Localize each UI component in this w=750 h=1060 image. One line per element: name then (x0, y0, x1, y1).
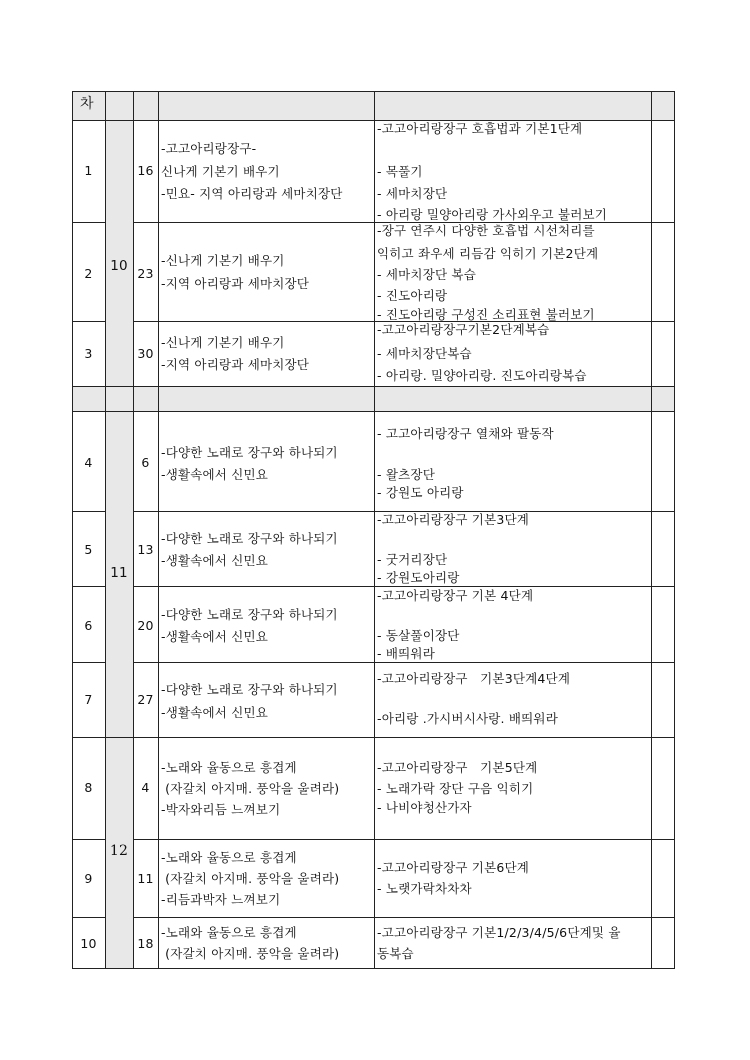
row-content-line: - 진도아리랑 (377, 288, 448, 303)
row-content-line: - 굿거리장단 (377, 552, 448, 567)
row-content-line: -고고아리랑장구 기본3단계4단계 (377, 671, 571, 686)
row-content-line: 익히고 좌우세 리듬감 익히기 기본2단계 (377, 246, 599, 261)
row-number: 3 (84, 346, 93, 361)
grid-line (72, 321, 105, 322)
row-number: 5 (84, 542, 93, 557)
row-content-line: -고고아리랑장구 기본1/2/3/4/5/6단계및 율 (377, 925, 621, 940)
row-content-line: - 왈츠장단 (377, 467, 435, 482)
row-number: 1 (84, 163, 93, 178)
row-content-line: - 나비야청산가자 (377, 800, 472, 815)
row-number: 2 (84, 266, 93, 281)
grid-line (158, 91, 159, 969)
row-day: 30 (137, 346, 154, 361)
row-topic-line: -지역 아리랑과 세마치장단 (161, 276, 310, 291)
row-content-line: -아리랑 .가시버시사랑. 배띄워라 (377, 711, 558, 726)
row-content-line: - 동살풀이장단 (377, 628, 460, 643)
row-day: 27 (137, 692, 154, 707)
row-topic-line: -생활속에서 신민요 (161, 467, 269, 482)
row-topic-line: (자갈치 아지매. 풍악을 울려라) (161, 946, 340, 961)
grid-line (72, 511, 105, 512)
row-topic-line: (자갈치 아지매. 풍악을 울려라) (161, 871, 340, 886)
row-topic-line: (자갈치 아지매. 풍악을 울려라) (161, 781, 340, 796)
row-topic-line: -지역 아리랑과 세마치장단 (161, 357, 310, 372)
grid-line (133, 917, 675, 918)
row-content-line: - 세마치장단복습 (377, 346, 472, 361)
row-topic-line: -리듬과박자 느껴보기 (161, 892, 281, 907)
grid-line (105, 91, 106, 969)
row-topic-line: -다양한 노래로 장구와 하나되기 (161, 531, 338, 546)
row-content-line: - 아리랑. 밀양아리랑. 진도아리랑복습 (377, 368, 587, 383)
row-topic-line: -다양한 노래로 장구와 하나되기 (161, 682, 338, 697)
row-content-line: - 아리랑 밀양아리랑 가사외우고 불러보기 (377, 207, 608, 222)
grid-line (72, 662, 105, 663)
row-number: 4 (84, 455, 93, 470)
row-content-line: - 강원도 아리랑 (377, 485, 464, 500)
row-number: 7 (84, 692, 93, 707)
row-topic-line: -노래와 율동으로 흥겹게 (161, 760, 297, 775)
row-topic-line: -박자와리듬 느껴보기 (161, 802, 281, 817)
curriculum-table (72, 91, 675, 969)
row-topic-line: -생활속에서 신민요 (161, 553, 269, 568)
row-content-line: - 노랫가락차차차 (377, 881, 472, 896)
row-number: 10 (80, 936, 97, 951)
row-topic-line: 신나게 기본기 배우기 (161, 164, 280, 179)
row-topic-line: -고고아리랑장구- (161, 141, 257, 156)
row-content-line: -고고아리랑장구 기본3단계 (377, 512, 530, 527)
row-topic-line: -민요- 지역 아리랑과 세마치장단 (161, 186, 343, 201)
row-topic-line: -다양한 노래로 장구와 하나되기 (161, 445, 338, 460)
row-content-line: - 진도아리랑 구성진 소리표현 불러보기 (377, 307, 595, 322)
row-day: 11 (137, 871, 154, 886)
row-content-line: -고고아리랑장구 기본5단계 (377, 760, 538, 775)
row-content-line: -고고아리랑장구 기본 4단계 (377, 588, 534, 603)
month-cell: 11 (110, 565, 128, 581)
row-content-line: -고고아리랑장구 호흡법과 기본1단계 (377, 121, 583, 136)
row-topic-line: -노래와 율동으로 흥겹게 (161, 850, 297, 865)
row-topic-line: -노래와 율동으로 흥겹게 (161, 925, 297, 940)
header-col-no: 차 (80, 96, 94, 112)
row-topic-line: -생활속에서 신민요 (161, 629, 269, 644)
row-content-line: - 배띄워라 (377, 646, 435, 661)
grid-line (133, 91, 134, 969)
row-topic-line: -다양한 노래로 장구와 하나되기 (161, 607, 338, 622)
row-day: 16 (137, 163, 154, 178)
row-content-line: 동복습 (377, 946, 414, 961)
grid-line (674, 91, 675, 969)
row-day: 4 (141, 780, 150, 795)
row-content-line: - 세마치장단 (377, 186, 448, 201)
row-content-line: - 노래가락 장단 구음 익히기 (377, 781, 534, 796)
row-content-line: - 세마치장단 복습 (377, 267, 476, 282)
row-day: 13 (137, 542, 154, 557)
row-content-line: - 고고아리랑장구 열채와 팔동작 (377, 426, 554, 441)
row-topic-line: -생활속에서 신민요 (161, 705, 269, 720)
row-content-line: - 강원도아리랑 (377, 570, 460, 585)
row-content-line: - 목풀기 (377, 164, 423, 179)
row-content-line: -고고아리랑장구기본2단계복습 (377, 322, 550, 337)
grid-line (374, 91, 375, 969)
row-number: 9 (84, 871, 93, 886)
grid-line (133, 586, 675, 587)
row-day: 18 (137, 936, 154, 951)
row-topic-line: -신나게 기본기 배우기 (161, 335, 285, 350)
row-number: 6 (84, 618, 93, 633)
grid-line (72, 91, 73, 969)
row-day: 6 (141, 455, 150, 470)
grid-line (72, 839, 105, 840)
row-number: 8 (84, 780, 93, 795)
grid-line (133, 662, 675, 663)
grid-line (651, 91, 652, 969)
grid-line (72, 917, 105, 918)
month-column-shade (105, 120, 133, 969)
row-topic-line: -신나게 기본기 배우기 (161, 253, 285, 268)
row-content-line: -고고아리랑장구 기본6단계 (377, 860, 530, 875)
grid-line (133, 839, 675, 840)
grid-line (72, 586, 105, 587)
grid-line (72, 222, 105, 223)
row-day: 23 (137, 266, 154, 281)
month-cell: 10 (110, 258, 128, 274)
row-content-line: -장구 연주시 다양한 호흡법 시선처리를 (377, 223, 595, 238)
row-day: 20 (137, 618, 154, 633)
month-cell: 12 (109, 843, 129, 859)
